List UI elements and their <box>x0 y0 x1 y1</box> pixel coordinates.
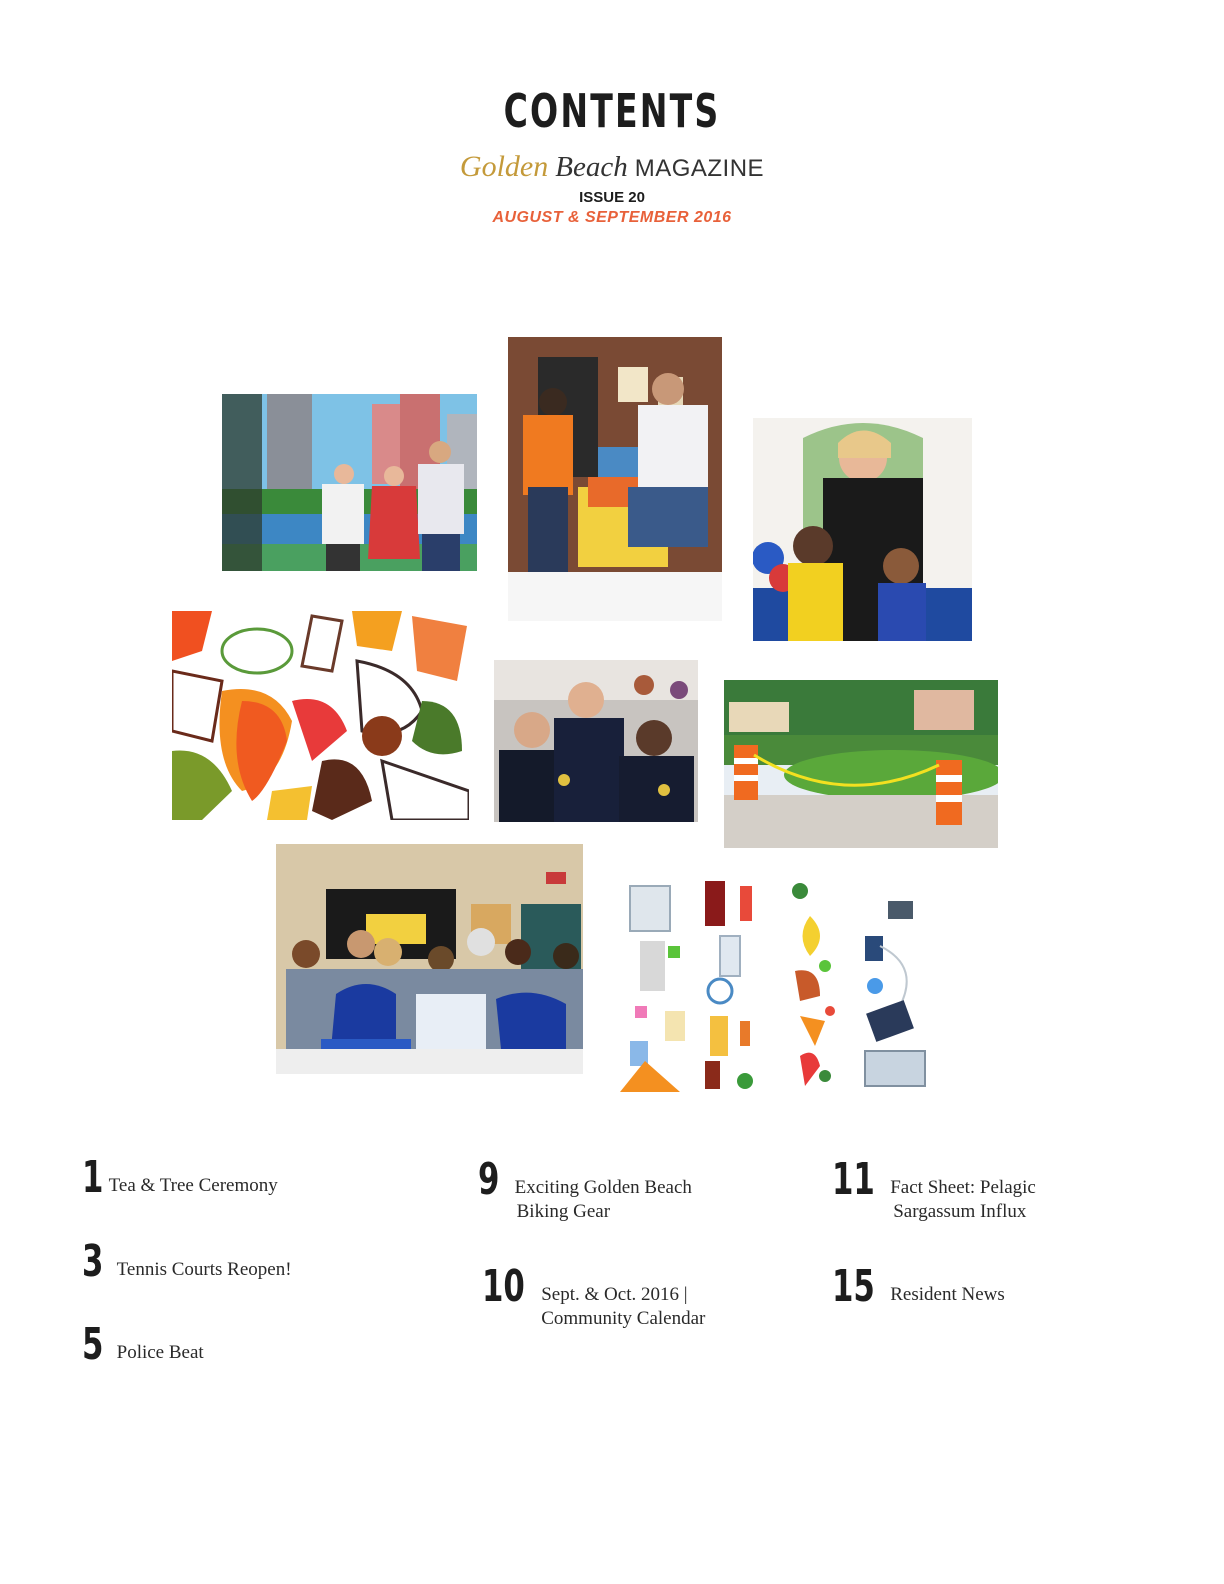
toc-page-number: 15 <box>832 1261 875 1312</box>
masthead-magazine: MAGAZINE <box>634 155 765 182</box>
tennis-court-photo <box>222 394 477 571</box>
toc-title-line2: Sargassum Influx <box>893 1201 1027 1222</box>
magazine-masthead <box>0 150 1224 184</box>
toc-page-number: 9 <box>478 1154 500 1205</box>
toc-title: Sept. & Oct. 2016 | <box>541 1284 688 1305</box>
toc-entry-5[interactable] <box>82 1319 204 1370</box>
volunteers-supplies-photo <box>508 337 722 621</box>
recycling-items-illustration <box>620 876 932 1092</box>
toc-page-number: 1 <box>82 1152 104 1203</box>
toc-entry-11[interactable] <box>832 1154 1036 1224</box>
toc-entry-9[interactable] <box>478 1154 692 1224</box>
toc-page-number: 3 <box>82 1236 104 1287</box>
toc-title: Exciting Golden Beach <box>514 1177 692 1198</box>
masthead-beach: Beach <box>555 151 628 183</box>
masthead-golden: Golden <box>459 150 549 183</box>
toc-page-number: 11 <box>832 1154 875 1205</box>
toc-title-line2: Community Calendar <box>541 1308 706 1329</box>
toc-title: Resident News <box>890 1284 1005 1305</box>
toc-title: Tea & Tree Ceremony <box>108 1175 278 1196</box>
toc-title-line2: Biking Gear <box>516 1201 611 1222</box>
toc-title: Tennis Courts Reopen! <box>116 1259 292 1280</box>
toc-entry-3[interactable] <box>82 1236 292 1287</box>
police-officer-children-photo <box>753 418 972 641</box>
toc-entry-1[interactable] <box>82 1152 278 1203</box>
toc-page-number: 5 <box>82 1319 104 1370</box>
autumn-leaves-illustration <box>172 611 469 820</box>
police-officers-photo <box>494 660 698 822</box>
issue-date: AUGUST & SEPTEMBER 2016 <box>492 209 732 226</box>
issue-number: ISSUE 20 <box>579 189 645 206</box>
toc-title: Police Beat <box>116 1342 204 1363</box>
toc-entry-10[interactable] <box>482 1261 706 1331</box>
construction-cones-photo <box>724 680 998 848</box>
toc-title: Fact Sheet: Pelagic <box>890 1177 1036 1198</box>
toc-entry-15[interactable] <box>832 1261 1005 1312</box>
page-title: CONTENTS <box>503 84 721 138</box>
school-supplies-group-photo <box>276 844 583 1074</box>
toc-page-number: 10 <box>482 1261 525 1312</box>
